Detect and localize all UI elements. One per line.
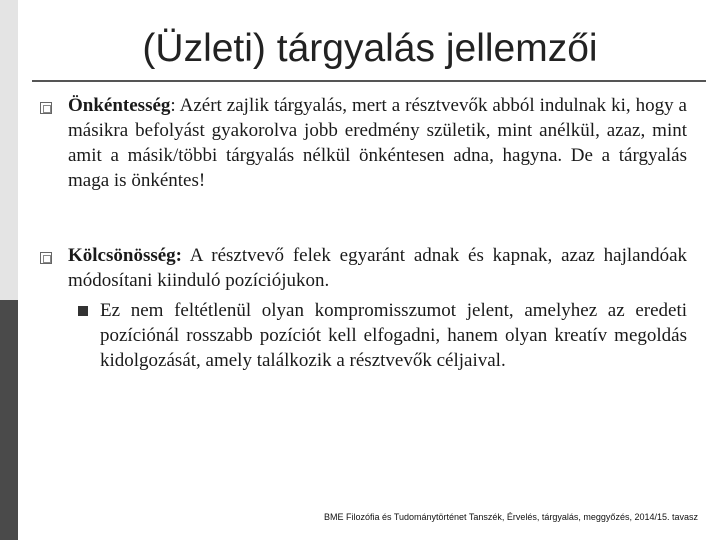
filled-square-bullet-icon [78, 306, 88, 316]
item-text: Azért zajlik tárgyalás, mert a résztvevők abból indulnak ki, hogy a másikra befolyást gyakorolva jobb eredmény születik, mint anélkül, azaz, mint amit a másik/többi tárgyalás nélkül önkéntesen adna, hagyna. De a tárgyalás maga is önkéntes! [68, 95, 687, 191]
square-bullet-icon [40, 102, 52, 114]
side-decoration-light [0, 0, 18, 300]
item-text: A résztvevő felek egyaránt adnak és kapnak, azaz hajlandóak módosítani kiinduló pozíciójukon. [68, 245, 688, 291]
sub-list-item: Ez nem feltétlenül olyan kompromisszumot jelent, amelyhez az eredeti pozíciónál rosszabb pozíciót kell elfogadni, hanem olyan kreatív megoldás kidolgozását, amely találkozik a résztvevők céljaival. [100, 300, 687, 371]
square-bullet-icon [40, 252, 52, 264]
item-separator: : [170, 95, 180, 116]
item-term: Kölcsönösség: [68, 245, 182, 266]
side-decoration-dark [0, 300, 18, 540]
item-separator [182, 245, 190, 266]
title-divider [32, 80, 706, 82]
slide-footer: BME Filozófia és Tudománytörténet Tanszék, Érvelés, tárgyalás, meggyőzés, 2014/15. tavasz [323, 512, 698, 522]
slide-title: (Üzleti) tárgyalás jellemzői [142, 27, 598, 70]
list-item-onkentesseg [68, 93, 687, 193]
list-item-kolcsonosseg [68, 243, 687, 293]
item-term: Önkéntesség [68, 95, 171, 116]
